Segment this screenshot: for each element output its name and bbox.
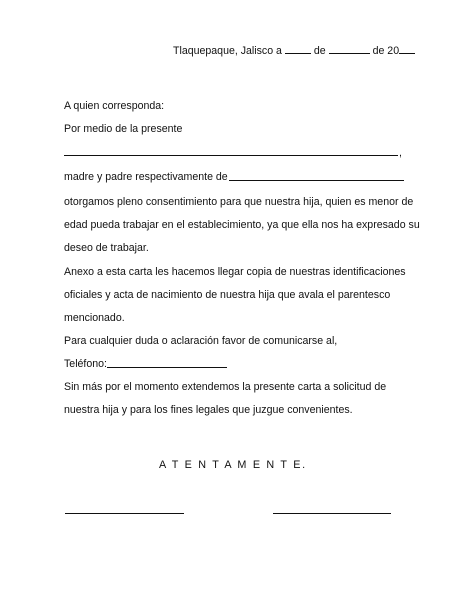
body1-line-2: edad pueda trabajar en el establecimiento, ya que ella nos ha expresado su: [64, 219, 420, 231]
day-blank[interactable]: [285, 44, 311, 54]
month-blank[interactable]: [329, 44, 370, 54]
phone-blank[interactable]: [107, 367, 227, 368]
closing-line-2: nuestra hija y para los fines legales que juzgue convenientes.: [64, 404, 353, 416]
body1-line-3: deseo de trabajar.: [64, 242, 149, 254]
place-de-1: de: [313, 45, 326, 57]
parents-line: [64, 171, 228, 183]
body1-line-1: otorgamos pleno consentimiento para que nuestra hija, quien es menor de: [64, 196, 414, 208]
names-blank[interactable]: [64, 155, 398, 156]
signature-line-father[interactable]: [273, 513, 391, 514]
body2-line-2: oficiales y acta de nacimiento de nuestra hija que avala el parentesco: [64, 289, 391, 301]
contact-line: Para cualquier duda o aclaración favor de comunicarse al,: [64, 335, 338, 347]
place-date-line: [173, 44, 415, 57]
closing-line-1: Sin más por el momento extendemos la presente carta a solicitud de: [64, 381, 387, 393]
salutation: A quien corresponda:: [64, 100, 165, 112]
body2-line-3: mencionado.: [64, 312, 125, 324]
parents-prefix: madre y padre respectivamente de: [64, 171, 228, 183]
body2-line-1: Anexo a esta carta les hacemos llegar copia de nuestras identificaciones: [64, 266, 406, 278]
place-city: Tlaquepaque, Jalisco a: [173, 45, 282, 57]
daughter-name-blank[interactable]: [229, 180, 404, 181]
phone-label: Teléfono:: [64, 358, 107, 370]
intro-line: Por medio de la presente: [64, 123, 183, 135]
place-de-2: de 20: [372, 45, 400, 57]
sign-off: A T E N T A M E N T E.: [159, 459, 307, 471]
names-line-comma: ,: [399, 147, 402, 159]
phone-line: [64, 358, 107, 370]
signature-line-mother[interactable]: [65, 513, 184, 514]
year-blank[interactable]: [399, 44, 415, 54]
